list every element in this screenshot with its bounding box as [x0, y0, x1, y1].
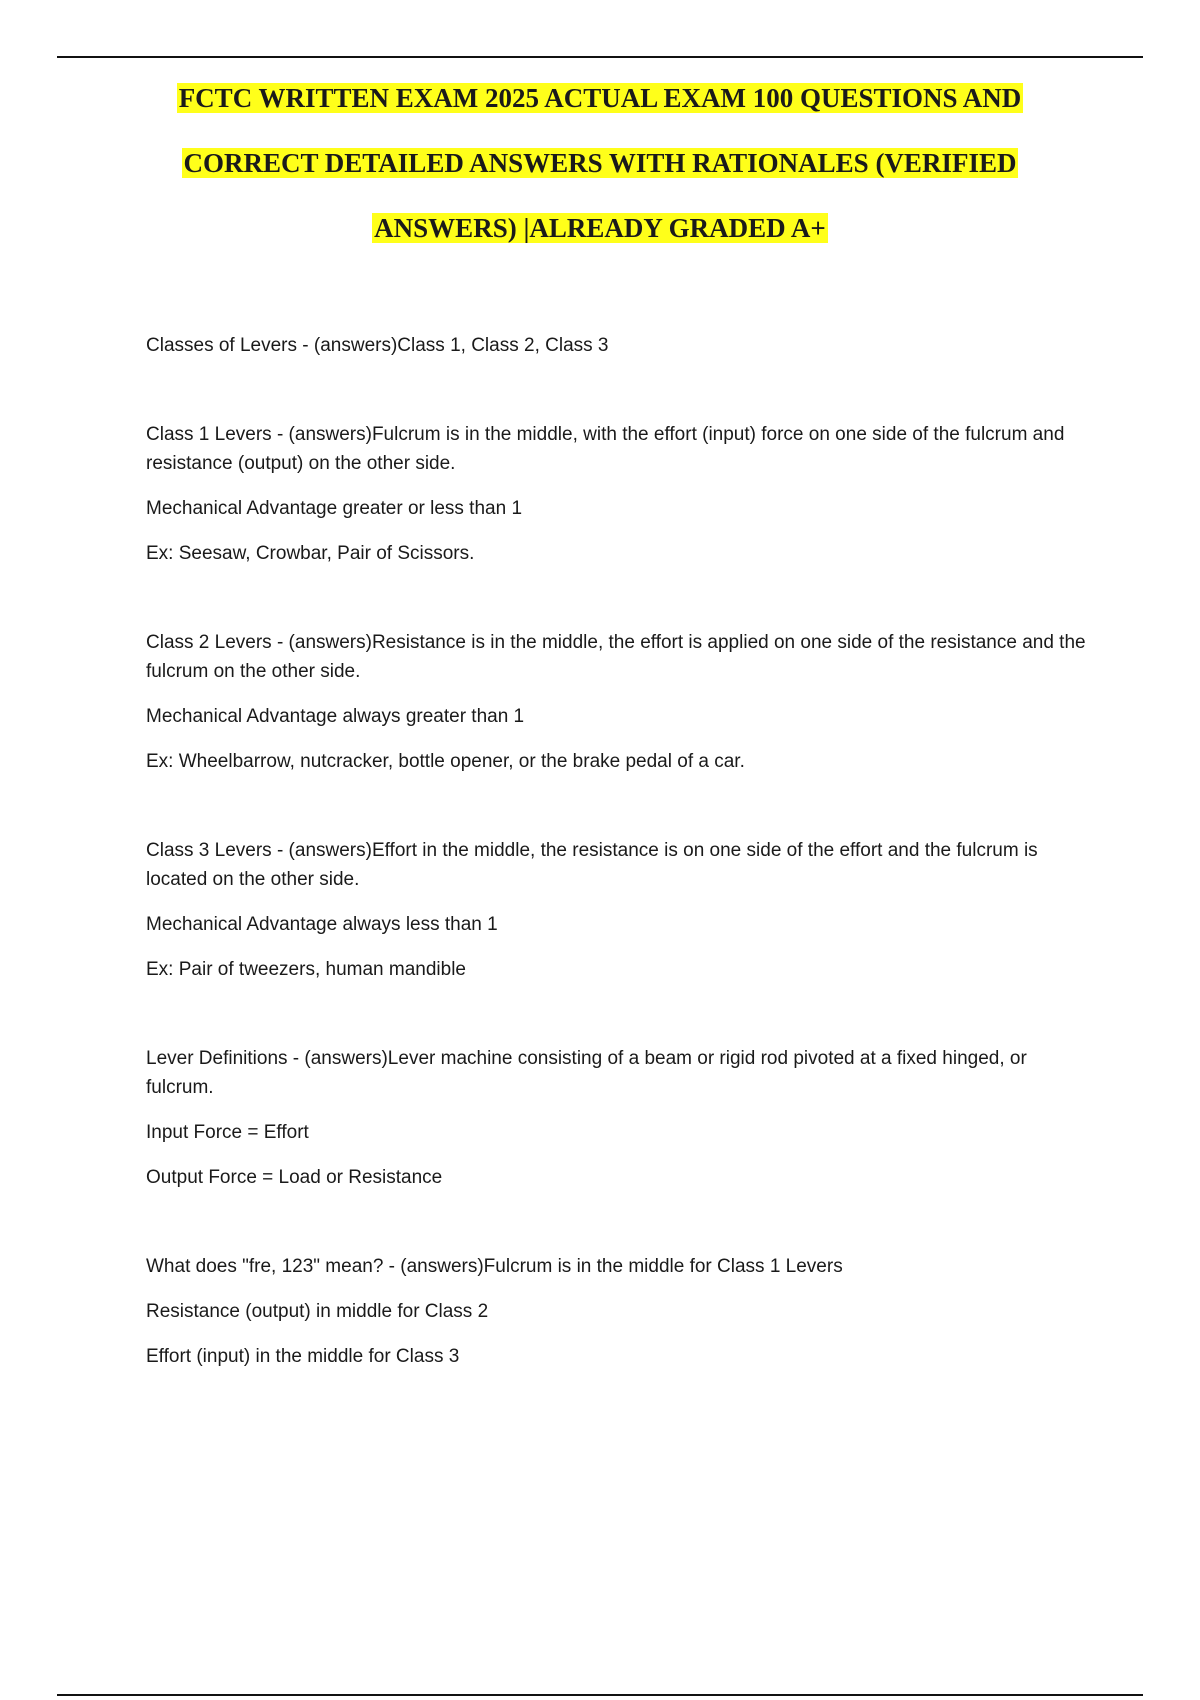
footer-rule: [57, 1694, 1143, 1696]
entry-question-answer: Classes of Levers - (answers)Class 1, Class 2, Class 3: [146, 335, 609, 356]
entry-question-answer: Class 2 Levers - (answers)Resistance is in the middle, the effort is applied on one side of the resistance and the fulcrum on the other side.: [146, 632, 1086, 682]
entry-detail-line: Effort (input) in the middle for Class 3: [146, 1346, 460, 1367]
entry-detail-line: Mechanical Advantage greater or less than 1: [146, 498, 523, 519]
entry-detail-line: Mechanical Advantage always greater than 1: [146, 706, 525, 727]
entry-detail-line: Mechanical Advantage always less than 1: [146, 914, 498, 935]
qa-entry-class-3-levers: [146, 836, 1086, 984]
entry-detail-line: Ex: Seesaw, Crowbar, Pair of Scissors.: [146, 543, 475, 564]
qa-entry-class-2-levers: [146, 628, 1086, 776]
entry-detail-line: Output Force = Load or Resistance: [146, 1167, 443, 1188]
title-line: [57, 66, 1143, 131]
entry-detail-line: Ex: Pair of tweezers, human mandible: [146, 959, 466, 980]
entry-detail-line: Resistance (output) in middle for Class 2: [146, 1301, 489, 1322]
title-line-text: ANSWERS) |ALREADY GRADED A+: [374, 213, 826, 243]
qa-entry-classes-of-levers: [146, 331, 1086, 360]
entry-question-answer: Class 1 Levers - (answers)Fulcrum is in the middle, with the effort (input) force on one side of the fulcrum and resistance (output) on the other side.: [146, 424, 1065, 474]
entry-question-answer: Class 3 Levers - (answers)Effort in the middle, the resistance is on one side of the effort and the fulcrum is located on the other side.: [146, 840, 1038, 890]
entry-question-answer: What does "fre, 123" mean? - (answers)Fulcrum is in the middle for Class 1 Levers: [146, 1256, 843, 1277]
qa-entry-lever-definitions: [146, 1044, 1086, 1192]
title-line: [57, 196, 1143, 261]
title-line-text: CORRECT DETAILED ANSWERS WITH RATIONALES (VERIFIED: [183, 148, 1017, 178]
document-body: [146, 331, 1086, 1431]
qa-entry-fre-123: [146, 1252, 1086, 1371]
header-rule: [57, 56, 1143, 58]
qa-entry-class-1-levers: [146, 420, 1086, 568]
entry-detail-line: Ex: Wheelbarrow, nutcracker, bottle opener, or the brake pedal of a car.: [146, 751, 745, 772]
entry-question-answer: Lever Definitions - (answers)Lever machine consisting of a beam or rigid rod pivoted at a fixed hinged, or fulcrum.: [146, 1048, 1027, 1098]
entry-detail-line: Input Force = Effort: [146, 1122, 309, 1143]
title-line: [57, 131, 1143, 196]
document-title: [57, 66, 1143, 261]
title-line-text: FCTC WRITTEN EXAM 2025 ACTUAL EXAM 100 QUESTIONS AND: [178, 83, 1022, 113]
